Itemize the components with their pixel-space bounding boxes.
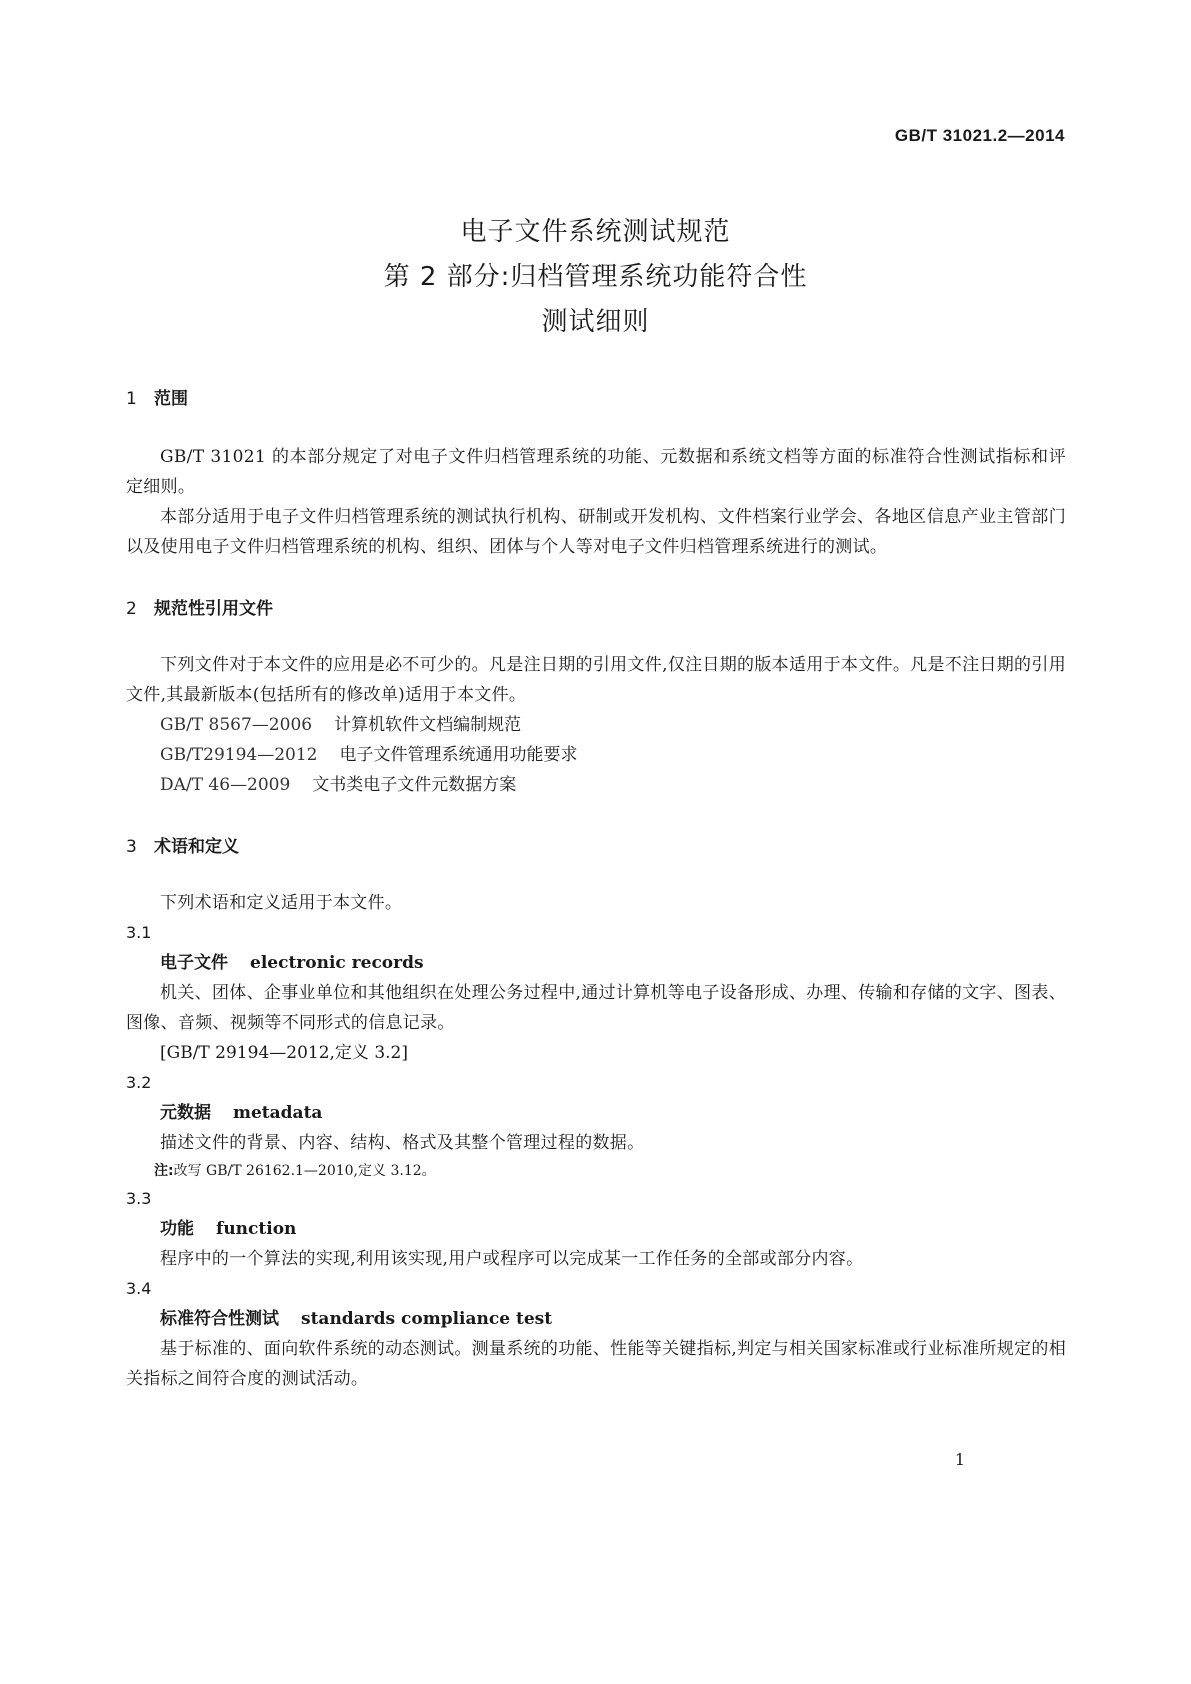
paragraph: 下列术语和定义适用于本文件。 bbox=[160, 893, 403, 913]
reference-code: GB/T29194—2012 bbox=[160, 745, 318, 765]
paragraph: 下列文件对于本文件的应用是必不可少的。凡是注日期的引用文件,仅注日期的版本适用于本文件。凡是不注日期的引用文件,其最新版本(包括所有的修改单)适用于本文件。 bbox=[126, 655, 1066, 705]
section-2-heading bbox=[126, 596, 1066, 622]
section-3-heading bbox=[126, 834, 1066, 860]
term-number: 3.4 bbox=[126, 1279, 152, 1298]
term-zh: 标准符合性测试 bbox=[160, 1309, 279, 1329]
term-source: [GB/T 29194—2012,定义 3.2] bbox=[160, 1043, 408, 1063]
term-en: function bbox=[216, 1219, 297, 1239]
term-number: 3.2 bbox=[126, 1073, 152, 1092]
title-line-3: 测试细则 bbox=[541, 307, 650, 337]
reference-title: 电子文件管理系统通用功能要求 bbox=[339, 745, 578, 765]
note-label: 注: bbox=[154, 1163, 174, 1179]
reference-title: 文书类电子文件元数据方案 bbox=[312, 775, 517, 795]
section-1-heading bbox=[126, 386, 1066, 412]
paragraph: 本部分适用于电子文件归档管理系统的测试执行机构、研制或开发机构、文件档案行业学会、各地区信息产业主管部门以及使用电子文件归档管理系统的机构、组织、团体与个人等对电子文件归档管理系统进行的测试。 bbox=[126, 507, 1066, 557]
title-line-1: 电子文件系统测试规范 bbox=[460, 217, 731, 247]
section-title: 规范性引用文件 bbox=[154, 599, 273, 619]
term-name bbox=[126, 1304, 1066, 1334]
term-name bbox=[126, 1098, 1066, 1128]
reference-item bbox=[126, 740, 1066, 770]
reference-title: 计算机软件文档编制规范 bbox=[334, 715, 522, 735]
term-en: standards compliance test bbox=[301, 1309, 553, 1329]
section-title: 范围 bbox=[154, 389, 188, 409]
reference-item bbox=[126, 710, 1066, 740]
document-body bbox=[126, 389, 1066, 1394]
term-name bbox=[126, 948, 1066, 978]
term-en: metadata bbox=[233, 1103, 323, 1123]
term-number: 3.3 bbox=[126, 1189, 152, 1208]
term-definition: 程序中的一个算法的实现,利用该实现,用户或程序可以完成某一工作任务的全部或部分内容。 bbox=[160, 1249, 864, 1269]
note-text: 改写 GB/T 26162.1—2010,定义 3.12。 bbox=[173, 1163, 436, 1179]
term-definition: 机关、团体、企事业单位和其他组织在处理公务过程中,通过计算机等电子设备形成、办理、传输和存储的文字、图表、图像、音频、视频等不同形式的信息记录。 bbox=[126, 983, 1066, 1033]
reference-code: GB/T 8567—2006 bbox=[160, 715, 313, 735]
document-title bbox=[0, 210, 1191, 345]
document-code: GB/T 31021.2—2014 bbox=[894, 126, 1065, 145]
paragraph: GB/T 31021 的本部分规定了对电子文件归档管理系统的功能、元数据和系统文档等方面的标准符合性测试指标和评定细则。 bbox=[126, 447, 1066, 497]
section-title: 术语和定义 bbox=[154, 837, 239, 857]
page-number: 1 bbox=[954, 1450, 965, 1469]
term-zh: 电子文件 bbox=[160, 953, 228, 973]
term-zh: 元数据 bbox=[160, 1103, 211, 1123]
term-en: electronic records bbox=[250, 953, 424, 973]
reference-code: DA/T 46—2009 bbox=[160, 775, 291, 795]
term-number: 3.1 bbox=[126, 923, 152, 942]
term-zh: 功能 bbox=[160, 1219, 194, 1239]
section-number: 2 bbox=[126, 599, 137, 619]
term-note bbox=[126, 1158, 1066, 1184]
section-number: 3 bbox=[126, 837, 137, 857]
term-definition: 描述文件的背景、内容、结构、格式及其整个管理过程的数据。 bbox=[160, 1133, 645, 1153]
section-number: 1 bbox=[126, 389, 137, 409]
term-name bbox=[126, 1214, 1066, 1244]
reference-item bbox=[126, 770, 1066, 800]
title-line-2: 第 2 部分:归档管理系统功能符合性 bbox=[383, 262, 808, 292]
term-definition: 基于标准的、面向软件系统的动态测试。测量系统的功能、性能等关键指标,判定与相关国家标准或行业标准所规定的相关指标之间符合度的测试活动。 bbox=[126, 1339, 1066, 1389]
